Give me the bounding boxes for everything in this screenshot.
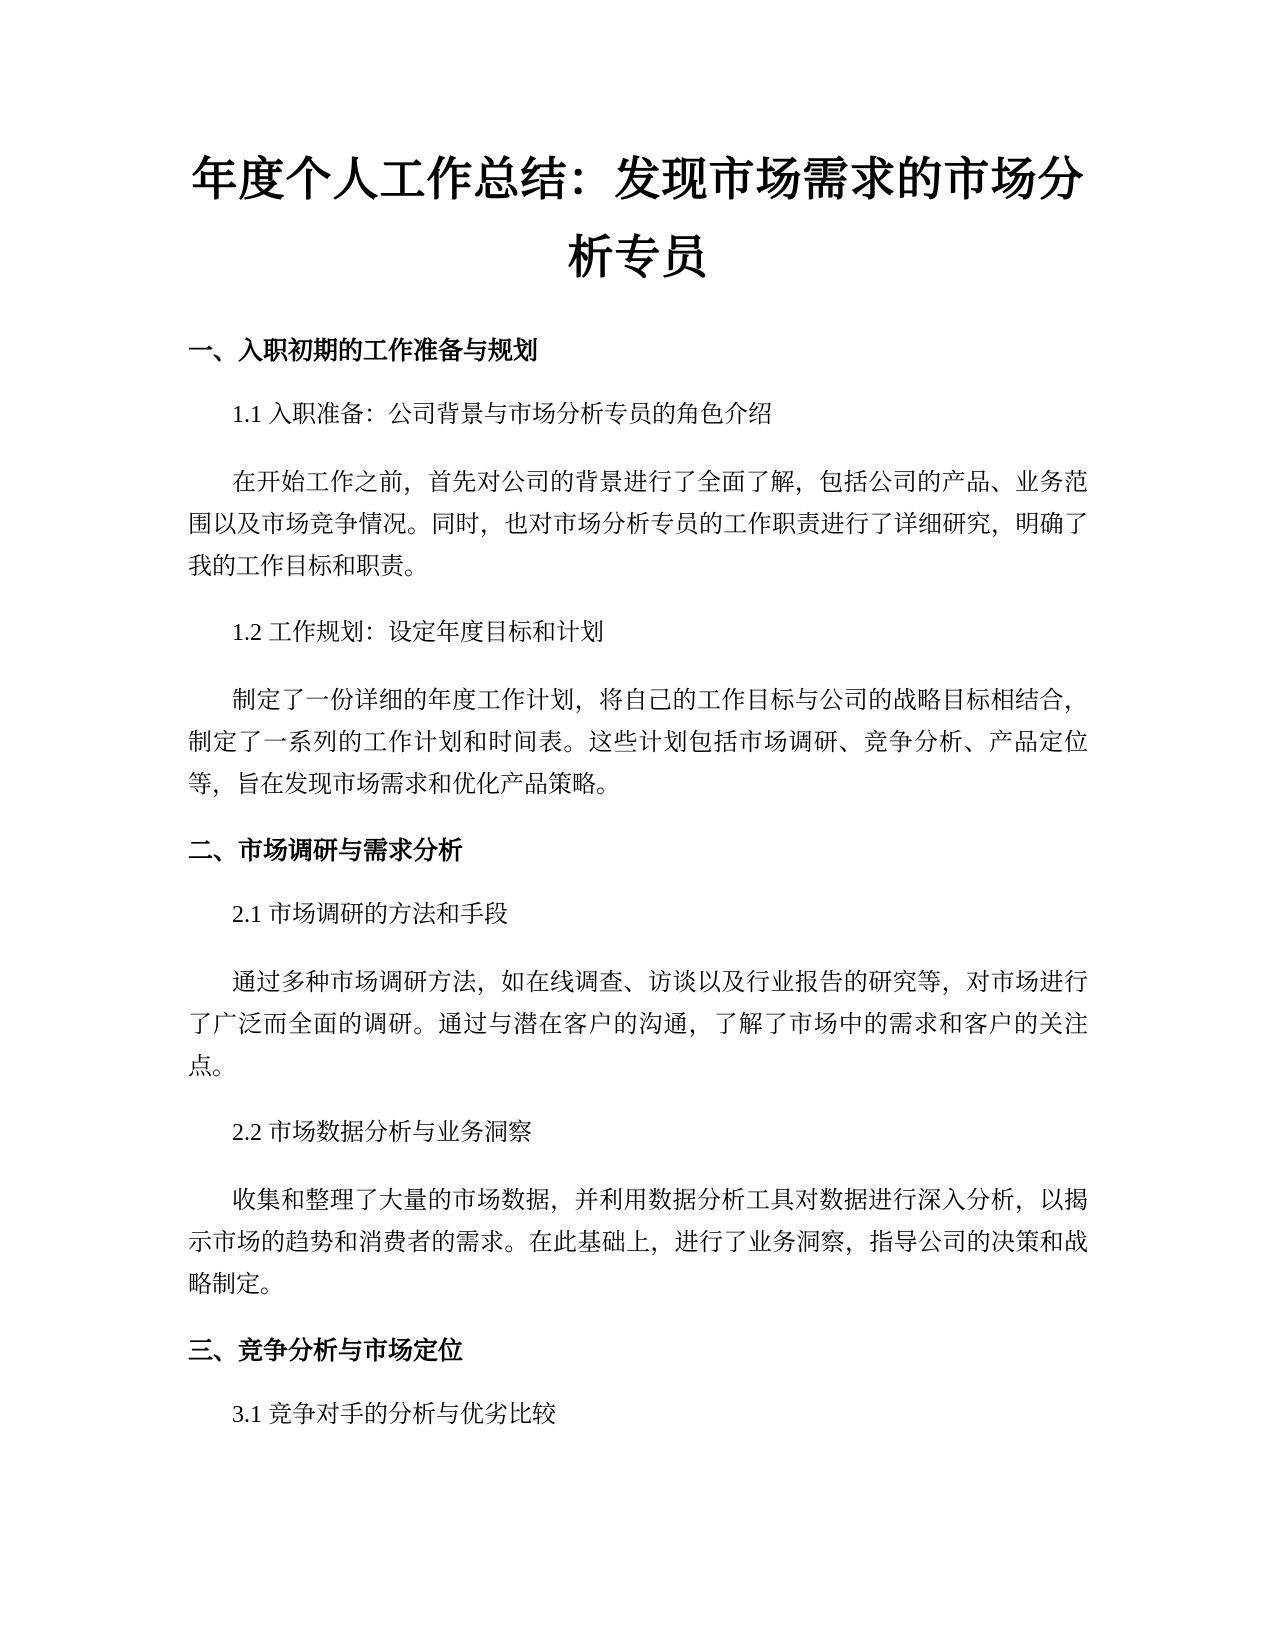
paragraph-1-2: 制定了一份详细的年度工作计划，将自己的工作目标与公司的战略目标相结合，制定了一系列的工作计划和时间表。这些计划包括市场调研、竞争分析、产品定位等，旨在发现市场需求和优化产品策略。 [188,688,1088,798]
paragraph-2-2: 收集和整理了大量的市场数据，并利用数据分析工具对数据进行深入分析，以揭示市场的趋势和消费者的需求。在此基础上，进行了业务洞察，指导公司的决策和战略制定。 [188,1188,1088,1298]
paragraph-1-1: 在开始工作之前，首先对公司的背景进行了全面了解，包括公司的产品、业务范围以及市场竞争情况。同时，也对市场分析专员的工作职责进行了详细研究，明确了我的工作目标和职责。 [188,470,1088,580]
section-heading-2: 二、市场调研与需求分析 [188,836,464,865]
subsection-heading-2-2: 2.2 市场数据分析与业务洞察 [232,1120,532,1146]
section-heading-3: 三、竞争分析与市场定位 [188,1336,464,1365]
subsection-heading-1-2: 1.2 工作规划：设定年度目标和计划 [232,620,604,646]
subsection-heading-1-1: 1.1 入职准备：公司背景与市场分析专员的角色介绍 [232,402,772,428]
subsection-heading-2-1: 2.1 市场调研的方法和手段 [232,902,508,928]
document-page [188,140,1088,1462]
section-heading-1: 一、入职初期的工作准备与规划 [188,336,539,365]
document-title: 年度个人工作总结：发现市场需求的市场分析专员 [191,152,1085,284]
subsection-heading-3-1: 3.1 竞争对手的分析与优劣比较 [232,1402,556,1428]
paragraph-2-1: 通过多种市场调研方法，如在线调查、访谈以及行业报告的研究等，对市场进行了广泛而全面的调研。通过与潜在客户的沟通，了解了市场中的需求和客户的关注点。 [188,970,1088,1080]
